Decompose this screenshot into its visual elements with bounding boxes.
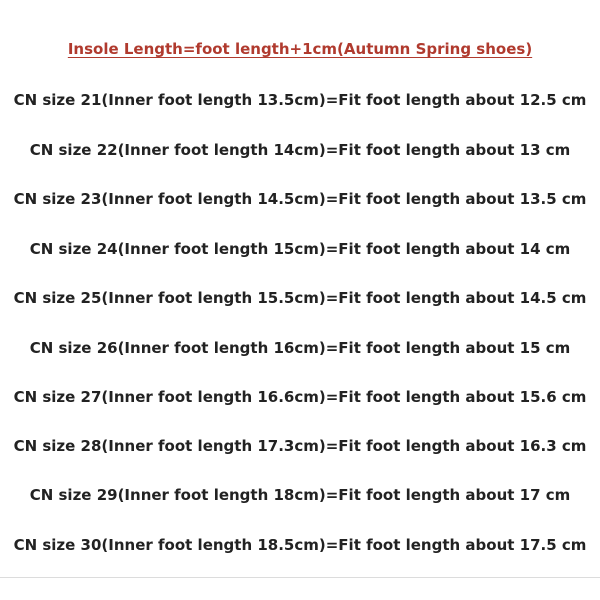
size-row-21: CN size 21(Inner foot length 13.5cm)=Fit foot length about 12.5 cm (13, 91, 587, 109)
size-row-22: CN size 22(Inner foot length 14cm)=Fit foot length about 13 cm (29, 141, 571, 159)
size-row-26: CN size 26(Inner foot length 16cm)=Fit foot length about 15 cm (29, 339, 571, 357)
size-row-27: CN size 27(Inner foot length 16.6cm)=Fit foot length about 15.6 cm (13, 388, 587, 406)
size-row-28: CN size 28(Inner foot length 17.3cm)=Fit foot length about 16.3 cm (13, 437, 587, 455)
size-row-29: CN size 29(Inner foot length 18cm)=Fit foot length about 17 cm (29, 486, 571, 504)
size-row-24: CN size 24(Inner foot length 15cm)=Fit foot length about 14 cm (29, 240, 571, 258)
size-row-30: CN size 30(Inner foot length 18.5cm)=Fit foot length about 17.5 cm (13, 536, 587, 554)
bottom-divider (0, 577, 600, 578)
size-row-25: CN size 25(Inner foot length 15.5cm)=Fit foot length about 14.5 cm (13, 289, 587, 307)
chart-title: Insole Length=foot length+1cm(Autumn Spring shoes) (67, 40, 533, 58)
size-row-23: CN size 23(Inner foot length 14.5cm)=Fit foot length about 13.5 cm (13, 190, 587, 208)
